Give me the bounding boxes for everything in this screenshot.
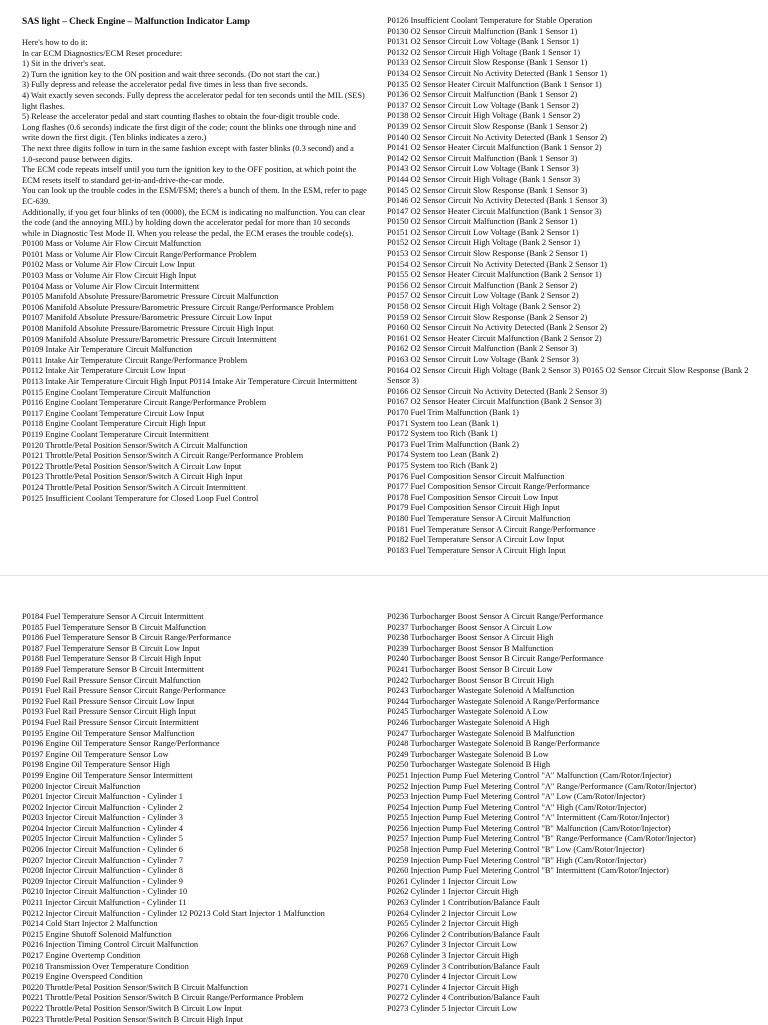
page-2-left-column — [22, 612, 368, 1025]
text-line: P0123 Throttle/Petal Position Sensor/Switch A Circuit High Input — [22, 472, 243, 482]
text-line: 1) Sit in the driver's seat. — [22, 59, 106, 69]
text-line: P0210 Injector Circuit Malfunction - Cylinder 10 — [22, 887, 188, 897]
text-line: P0202 Injector Circuit Malfunction - Cylinder 2 — [22, 802, 183, 812]
document-title: SAS light – Check Engine – Malfunction Indicator Lamp — [22, 17, 250, 27]
text-line: Additionally, if you get four blinks of ten (0000), the ECM is indicating no malfunction. You can clear the code (and the annoying MIL) by holding down the accelerator pedal for more than 10 seconds while in Diagnostic Test Mode II. When you release the pedal, the ECM erases the trouble code(s). — [22, 207, 366, 238]
text-line: P0187 Fuel Temperature Sensor B Circuit Low Input — [22, 643, 200, 653]
code-list-p0100-p0125 — [22, 239, 368, 504]
text-line: P0200 Injector Circuit Malfunction — [22, 781, 141, 791]
text-line: P0111 Intake Air Temperature Circuit Range/Performance Problem — [22, 355, 248, 365]
text-line: P0240 Turbocharger Boost Sensor B Circuit Range/Performance — [387, 654, 604, 664]
text-line: P0145 O2 Sensor Circuit Slow Response (Bank 1 Sensor 3) — [387, 185, 588, 195]
text-line: P0266 Cylinder 2 Contribution/Balance Fault — [387, 929, 540, 939]
text-line: P0215 Engine Shutoff Solenoid Malfunction — [22, 929, 172, 939]
text-line: P0257 Injection Pump Fuel Metering Control "B" Range/Performance (Cam/Rotor/Injector) — [387, 834, 696, 844]
text-line: You can look up the trouble codes in the ESM/FSM; there's a bunch of them. In the ESM, refer to page EC-639. — [22, 186, 367, 206]
text-line: P0198 Engine Oil Temperature Sensor High — [22, 760, 170, 770]
text-line: P0163 O2 Sensor Circuit Low Voltage (Bank 2 Sensor 3) — [387, 355, 579, 364]
text-line: 2) Turn the ignition key to the ON position and wait three seconds. (Do not start the car.) — [22, 69, 320, 79]
text-line: In car ECM Diagnostics/ECM Reset procedure: — [22, 48, 183, 58]
text-line: P0262 Cylinder 1 Injector Circuit High — [387, 887, 519, 897]
text-line: P0250 Turbocharger Wastegate Solenoid B High — [387, 760, 551, 770]
text-line: P0171 System too Lean (Bank 1) — [387, 418, 499, 428]
text-line: P0174 System too Lean (Bank 2) — [387, 450, 499, 460]
text-line: P0125 Insufficient Coolant Temperature for Closed Loop Fuel Control — [22, 493, 259, 503]
text-line: P0156 O2 Sensor Circuit Malfunction (Bank 2 Sensor 2) — [387, 280, 578, 290]
text-line: P0236 Turbocharger Boost Sensor A Circuit Range/Performance — [387, 612, 604, 621]
text-line: P0141 O2 Sensor Heater Circuit Malfunction (Bank 1 Sensor 2) — [387, 143, 602, 153]
text-line: P0251 Injection Pump Fuel Metering Control "A" Malfunction (Cam/Rotor/Injector) — [387, 770, 672, 780]
text-line: P0256 Injection Pump Fuel Metering Control "B" Malfunction (Cam/Rotor/Injector) — [387, 823, 671, 833]
text-line: P0207 Injector Circuit Malfunction - Cylinder 7 — [22, 855, 183, 865]
text-line: P0193 Fuel Rail Pressure Sensor Circuit High Input — [22, 707, 196, 717]
text-line: P0102 Mass or Volume Air Flow Circuit Low Input — [22, 260, 195, 270]
document-page-2 — [0, 576, 768, 1024]
text-line: P0113 Intake Air Temperature Circuit High Input P0114 Intake Air Temperature Circuit Intermittent — [22, 377, 358, 386]
text-line: P0197 Engine Oil Temperature Sensor Low — [22, 749, 169, 759]
text-line: P0143 O2 Sensor Circuit Low Voltage (Bank 1 Sensor 3) — [387, 164, 579, 174]
text-line: P0144 O2 Sensor Circuit High Voltage (Bank 1 Sensor 3) — [387, 174, 581, 184]
text-line: P0239 Turbocharger Boost Sensor B Malfunction — [387, 643, 554, 653]
text-line: P0155 O2 Sensor Heater Circuit Malfunction (Bank 2 Sensor 1) — [387, 270, 602, 280]
text-line: P0245 Turbocharger Wastegate Solenoid A Low — [387, 707, 549, 717]
text-line: P0192 Fuel Rail Pressure Sensor Circuit Low Input — [22, 696, 195, 706]
text-line: P0157 O2 Sensor Circuit Low Voltage (Bank 2 Sensor 2) — [387, 291, 579, 301]
text-line: P0150 O2 Sensor Circuit Malfunction (Bank 2 Sensor 1) — [387, 217, 578, 227]
text-line: P0138 O2 Sensor Circuit High Voltage (Bank 1 Sensor 2) — [387, 111, 581, 121]
text-line: P0196 Engine Oil Temperature Sensor Range/Performance — [22, 739, 220, 749]
code-list-p0236-p0273 — [387, 612, 753, 1015]
text-line: P0101 Mass or Volume Air Flow Circuit Range/Performance Problem — [22, 249, 257, 259]
text-line: P0183 Fuel Temperature Sensor A Circuit High Input — [387, 545, 566, 555]
text-line: P0178 Fuel Composition Sensor Circuit Low Input — [387, 492, 559, 502]
text-line: 3) Fully depress and release the accelerator pedal five times in less than five seconds. — [22, 80, 308, 90]
text-line: P0116 Engine Coolant Temperature Circuit Range/Performance Problem — [22, 398, 267, 408]
text-line: The next three digits follow in turn in the same fashion except with faster blinks (0.3 second) and a 1.0-second pause between digits. — [22, 143, 354, 164]
text-line: P0120 Throttle/Petal Position Sensor/Switch A Circuit Malfunction — [22, 440, 248, 450]
text-line: P0153 O2 Sensor Circuit Slow Response (Bank 2 Sensor 1) — [387, 249, 588, 259]
text-line: P0172 System too Rich (Bank 1) — [387, 429, 498, 439]
text-line: P0173 Fuel Trim Malfunction (Bank 2) — [387, 439, 519, 449]
text-line: P0242 Turbocharger Boost Sensor B Circuit High — [387, 675, 554, 685]
text-line: P0100 Mass or Volume Air Flow Circuit Malfunction — [22, 239, 202, 249]
text-line: P0216 Injection Timing Control Circuit Malfunction — [22, 940, 199, 950]
text-line: P0221 Throttle/Petal Position Sensor/Switch B Circuit Range/Performance Problem — [22, 993, 304, 1003]
text-line: P0185 Fuel Temperature Sensor B Circuit Malfunction — [22, 622, 206, 632]
text-line: P0186 Fuel Temperature Sensor B Circuit Range/Performance — [22, 633, 232, 643]
text-line: P0201 Injector Circuit Malfunction - Cylinder 1 — [22, 792, 183, 802]
text-line: P0147 O2 Sensor Heater Circuit Malfunction (Bank 1 Sensor 3) — [387, 206, 602, 216]
text-line: P0255 Injection Pump Fuel Metering Control "A" Intermittent (Cam/Rotor/Injector) — [387, 813, 670, 823]
text-line: P0170 Fuel Trim Malfunction (Bank 1) — [387, 407, 519, 417]
page-1-left-column — [22, 16, 368, 504]
text-line: P0223 Throttle/Petal Position Sensor/Switch B Circuit High Input — [22, 1014, 244, 1024]
text-line: P0104 Mass or Volume Air Flow Circuit Intermittent — [22, 281, 200, 291]
text-line: P0188 Fuel Temperature Sensor B Circuit High Input — [22, 654, 202, 664]
text-line: P0218 Transmission Over Temperature Condition — [22, 961, 189, 971]
text-line: P0158 O2 Sensor Circuit High Voltage (Bank 2 Sensor 2) — [387, 302, 581, 312]
text-line: P0258 Injection Pump Fuel Metering Control "B" Low (Cam/Rotor/Injector) — [387, 845, 645, 855]
text-line: P0261 Cylinder 1 Injector Circuit Low — [387, 876, 518, 886]
text-line: P0130 O2 Sensor Circuit Malfunction (Bank 1 Sensor 1) — [387, 26, 578, 36]
text-line: P0244 Turbocharger Wastegate Solenoid A Range/Performance — [387, 696, 600, 706]
text-line: P0247 Turbocharger Wastegate Solenoid B Malfunction — [387, 728, 575, 738]
text-line: P0182 Fuel Temperature Sensor A Circuit Low Input — [387, 535, 565, 545]
text-line: P0272 Cylinder 4 Contribution/Balance Fault — [387, 993, 540, 1003]
text-line: P0209 Injector Circuit Malfunction - Cylinder 9 — [22, 876, 183, 886]
text-line: P0194 Fuel Rail Pressure Sensor Circuit Intermittent — [22, 717, 199, 727]
text-line: P0254 Injection Pump Fuel Metering Control "A" High (Cam/Rotor/Injector) — [387, 802, 647, 812]
text-line: P0208 Injector Circuit Malfunction - Cylinder 8 — [22, 866, 183, 876]
text-line: Long flashes (0.6 seconds) indicate the first digit of the code; count the blinks one through nine and write down the first digit. (Ten blinks indicates a zero.) — [22, 122, 356, 143]
text-line: P0167 O2 Sensor Heater Circuit Malfunction (Bank 2 Sensor 3) — [387, 397, 602, 407]
text-line: P0211 Injector Circuit Malfunction - Cylinder 11 — [22, 898, 187, 908]
text-line: P0115 Engine Coolant Temperature Circuit Malfunction — [22, 387, 211, 397]
page-2-right-column — [387, 612, 753, 1015]
text-line: P0159 O2 Sensor Circuit Slow Response (Bank 2 Sensor 2) — [387, 312, 588, 322]
text-line: P0269 Cylinder 3 Contribution/Balance Fault — [387, 961, 540, 971]
text-line: P0205 Injector Circuit Malfunction - Cylinder 5 — [22, 834, 183, 844]
text-line: P0119 Engine Coolant Temperature Circuit Intermittent — [22, 429, 209, 439]
text-line: P0204 Injector Circuit Malfunction - Cylinder 4 — [22, 823, 183, 833]
text-line: P0105 Manifold Absolute Pressure/Barometric Pressure Circuit Malfunction — [22, 292, 279, 302]
text-line: P0109 Manifold Absolute Pressure/Barometric Pressure Circuit Intermittent — [22, 334, 277, 344]
text-line: P0176 Fuel Composition Sensor Circuit Malfunction — [387, 471, 565, 481]
text-line: P0219 Engine Overspeed Condition — [22, 972, 143, 982]
text-line: P0154 O2 Sensor Circuit No Activity Detected (Bank 2 Sensor 1) — [387, 259, 608, 269]
text-line: P0121 Throttle/Petal Position Sensor/Switch A Circuit Range/Performance Problem — [22, 451, 304, 461]
text-line: P0160 O2 Sensor Circuit No Activity Detected (Bank 2 Sensor 2) — [387, 323, 608, 333]
text-line: P0124 Throttle/Petal Position Sensor/Switch A Circuit Intermittent — [22, 482, 246, 492]
text-line: P0164 O2 Sensor Circuit High Voltage (Bank 2 Sensor 3) P0165 O2 Sensor Circuit Slow Response (Bank 2 Sensor 3) — [387, 365, 749, 386]
text-line: P0134 O2 Sensor Circuit No Activity Detected (Bank 1 Sensor 1) — [387, 68, 608, 78]
text-line: P0199 Engine Oil Temperature Sensor Intermittent — [22, 770, 193, 780]
text-line: P0237 Turbocharger Boost Sensor A Circuit Low — [387, 622, 553, 632]
code-list-p0184-p0223 — [22, 612, 368, 1025]
text-line: P0135 O2 Sensor Heater Circuit Malfunction (Bank 1 Sensor 1) — [387, 79, 602, 89]
text-line: P0263 Cylinder 1 Contribution/Balance Fault — [387, 898, 540, 908]
text-line: P0131 O2 Sensor Circuit Low Voltage (Bank 1 Sensor 1) — [387, 37, 579, 47]
text-line: 4) Wait exactly seven seconds. Fully depress the accelerator pedal for ten seconds until the MIL (SES) light flashes. — [22, 90, 365, 111]
text-line: P0109 Intake Air Temperature Circuit Malfunction — [22, 345, 193, 355]
text-line: P0106 Manifold Absolute Pressure/Barometric Pressure Circuit Range/Performance Problem — [22, 302, 334, 312]
text-line: P0126 Insufficient Coolant Temperature for Stable Operation — [387, 16, 593, 25]
code-list-p0126-p0183 — [387, 16, 753, 556]
text-line: P0253 Injection Pump Fuel Metering Control "A" Low (Cam/Rotor/Injector) — [387, 792, 646, 802]
text-line: P0273 Cylinder 5 Injector Circuit Low — [387, 1003, 518, 1013]
text-line: P0107 Manifold Absolute Pressure/Barometric Pressure Circuit Low Input — [22, 313, 273, 323]
text-line: P0180 Fuel Temperature Sensor A Circuit Malfunction — [387, 513, 571, 523]
text-line: P0203 Injector Circuit Malfunction - Cylinder 3 — [22, 813, 183, 823]
text-line: P0220 Throttle/Petal Position Sensor/Switch B Circuit Malfunction — [22, 982, 248, 992]
text-line: P0270 Cylinder 4 Injector Circuit Low — [387, 972, 518, 982]
text-line: P0206 Injector Circuit Malfunction - Cylinder 6 — [22, 845, 183, 855]
text-line: P0122 Throttle/Petal Position Sensor/Switch A Circuit Low Input — [22, 461, 242, 471]
page-1-right-column — [387, 16, 753, 556]
text-line: P0214 Cold Start Injector 2 Malfunction — [22, 919, 158, 929]
text-line: P0133 O2 Sensor Circuit Slow Response (Bank 1 Sensor 1) — [387, 58, 588, 68]
text-line: P0267 Cylinder 3 Injector Circuit Low — [387, 940, 518, 950]
text-line: P0108 Manifold Absolute Pressure/Barometric Pressure Circuit High Input — [22, 324, 274, 334]
text-line: P0191 Fuel Rail Pressure Sensor Circuit Range/Performance — [22, 686, 226, 696]
text-line: P0132 O2 Sensor Circuit High Voltage (Bank 1 Sensor 1) — [387, 47, 581, 57]
text-line: P0248 Turbocharger Wastegate Solenoid B Range/Performance — [387, 739, 600, 749]
text-line: P0139 O2 Sensor Circuit Slow Response (Bank 1 Sensor 2) — [387, 121, 588, 131]
text-line: P0136 O2 Sensor Circuit Malfunction (Bank 1 Sensor 2) — [387, 90, 578, 100]
text-line: P0189 Fuel Temperature Sensor B Circuit Intermittent — [22, 664, 205, 674]
text-line: P0161 O2 Sensor Heater Circuit Malfunction (Bank 2 Sensor 2) — [387, 333, 602, 343]
text-line: P0264 Cylinder 2 Injector Circuit Low — [387, 908, 518, 918]
text-line: P0140 O2 Sensor Circuit No Activity Detected (Bank 1 Sensor 2) — [387, 132, 608, 142]
text-line: P0175 System too Rich (Bank 2) — [387, 460, 498, 470]
text-line: 5) Release the accelerator pedal and start counting flashes to obtain the four-digit trouble code. — [22, 112, 340, 122]
text-line: P0252 Injection Pump Fuel Metering Control "A" Range/Performance (Cam/Rotor/Injector) — [387, 781, 697, 791]
text-line: P0260 Injection Pump Fuel Metering Control "B" Intermittent (Cam/Rotor/Injector) — [387, 866, 669, 876]
text-line: P0118 Engine Coolant Temperature Circuit High Input — [22, 419, 206, 429]
text-line: P0162 O2 Sensor Circuit Malfunction (Bank 2 Sensor 3) — [387, 344, 578, 354]
text-line: P0142 O2 Sensor Circuit Malfunction (Bank 1 Sensor 3) — [387, 153, 578, 163]
text-line: P0117 Engine Coolant Temperature Circuit Low Input — [22, 408, 205, 418]
text-line: P0190 Fuel Rail Pressure Sensor Circuit Malfunction — [22, 675, 201, 685]
text-line: P0177 Fuel Composition Sensor Circuit Range/Performance — [387, 482, 590, 492]
text-line: P0184 Fuel Temperature Sensor A Circuit Intermittent — [22, 612, 204, 621]
text-line: P0151 O2 Sensor Circuit Low Voltage (Bank 2 Sensor 1) — [387, 227, 579, 237]
text-line: P0271 Cylinder 4 Injector Circuit High — [387, 982, 519, 992]
text-line: P0152 O2 Sensor Circuit High Voltage (Bank 2 Sensor 1) — [387, 238, 581, 248]
text-line: P0249 Turbocharger Wastegate Solenoid B Low — [387, 749, 549, 759]
text-line: P0238 Turbocharger Boost Sensor A Circuit High — [387, 633, 554, 643]
text-line: P0137 O2 Sensor Circuit Low Voltage (Bank 1 Sensor 2) — [387, 100, 579, 110]
text-line: P0222 Throttle/Petal Position Sensor/Switch B Circuit Low Input — [22, 1003, 242, 1013]
text-line: P0259 Injection Pump Fuel Metering Control "B" High (Cam/Rotor/Injector) — [387, 855, 646, 865]
text-line: P0112 Intake Air Temperature Circuit Low Input — [22, 366, 186, 376]
text-line: P0181 Fuel Temperature Sensor A Circuit Range/Performance — [387, 524, 596, 534]
text-line: P0246 Turbocharger Wastegate Solenoid A High — [387, 717, 550, 727]
intro-instructions — [22, 38, 368, 239]
text-line: P0179 Fuel Composition Sensor Circuit High Input — [387, 503, 560, 513]
text-line: P0241 Turbocharger Boost Sensor B Circuit Low — [387, 664, 553, 674]
text-line: P0268 Cylinder 3 Injector Circuit High — [387, 951, 519, 960]
text-line: P0217 Engine Overtemp Condition — [22, 951, 141, 960]
text-line: Here's how to do it: — [22, 38, 88, 47]
text-line: P0265 Cylinder 2 Injector Circuit High — [387, 919, 519, 929]
text-line: P0195 Engine Oil Temperature Sensor Malfunction — [22, 728, 195, 738]
text-line: P0243 Turbocharger Wastegate Solenoid A Malfunction — [387, 686, 575, 696]
text-line: P0212 Injector Circuit Malfunction - Cylinder 12 P0213 Cold Start Injector 1 Malfunction — [22, 908, 325, 918]
text-line: P0146 O2 Sensor Circuit No Activity Detected (Bank 1 Sensor 3) — [387, 196, 608, 206]
text-line: The ECM code repeats intself until you turn the ignition key to the OFF position, at which point the ECM resets itself to standard get-in-and-drive-the-car mode. — [22, 165, 357, 185]
text-line: P0103 Mass or Volume Air Flow Circuit High Input — [22, 271, 197, 281]
text-line: P0166 O2 Sensor Circuit No Activity Detected (Bank 2 Sensor 3) — [387, 386, 608, 396]
